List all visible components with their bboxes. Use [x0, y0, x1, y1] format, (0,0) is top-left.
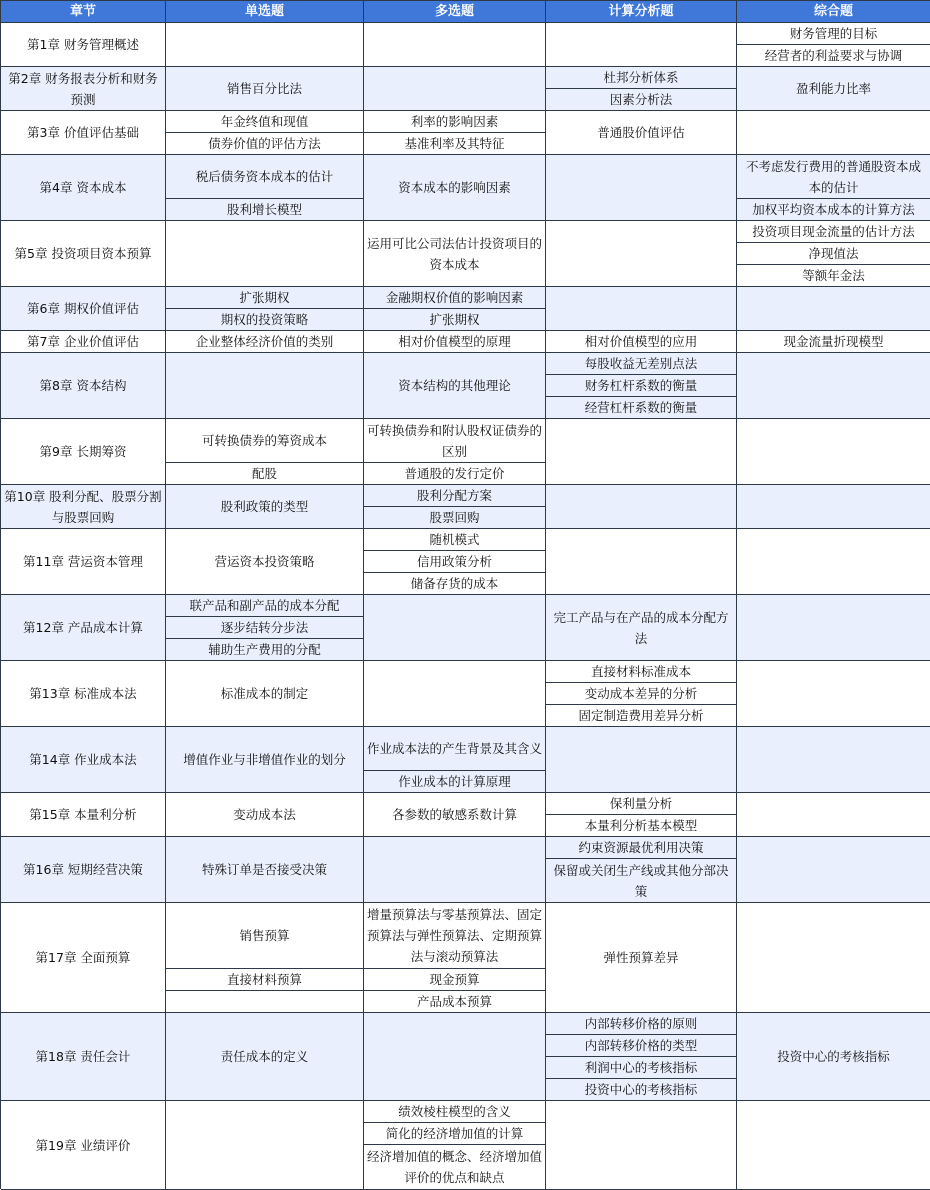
calculation-cell: 杜邦分析体系: [546, 67, 737, 89]
calculation-cell: [546, 23, 737, 67]
header-chapter: 章节: [1, 1, 166, 23]
calculation-cell: [546, 1101, 737, 1190]
comprehensive-cell: [737, 485, 930, 529]
calculation-cell: 经营杠杆系数的衡量: [546, 397, 737, 419]
calculation-cell: 普通股价值评估: [546, 111, 737, 155]
comprehensive-cell: [737, 793, 930, 837]
multiple-choice-cell: 基准利率及其特征: [364, 133, 546, 155]
header-comprehensive: 综合题: [737, 1, 930, 23]
comprehensive-cell: [737, 837, 930, 903]
multiple-choice-cell: [364, 661, 546, 727]
single-choice-cell: 股利政策的类型: [166, 485, 364, 529]
single-choice-cell: 营运资本投资策略: [166, 529, 364, 595]
chapter-cell: 第10章 股利分配、股票分割与股票回购: [1, 485, 166, 529]
calculation-cell: 固定制造费用差异分析: [546, 705, 737, 727]
calculation-cell: 变动成本差异的分析: [546, 683, 737, 705]
single-choice-cell: 直接材料预算: [166, 969, 364, 991]
calculation-cell: 每股收益无差别点法: [546, 353, 737, 375]
multiple-choice-cell: 资本成本的影响因素: [364, 155, 546, 221]
calculation-cell: [546, 727, 737, 793]
calculation-cell: [546, 485, 737, 529]
single-choice-cell: 责任成本的定义: [166, 1013, 364, 1101]
multiple-choice-cell: 普通股的发行定价: [364, 463, 546, 485]
single-choice-cell: 销售预算: [166, 903, 364, 969]
comprehensive-cell: [737, 287, 930, 331]
calculation-cell: 保留或关闭生产线或其他分部决策: [546, 859, 737, 903]
single-choice-cell: 辅助生产费用的分配: [166, 639, 364, 661]
calculation-cell: 弹性预算差异: [546, 903, 737, 1013]
header-calculation-analysis: 计算分析题: [546, 1, 737, 23]
calculation-cell: 约束资源最优利用决策: [546, 837, 737, 859]
calculation-cell: 利润中心的考核指标: [546, 1057, 737, 1079]
calculation-cell: 投资中心的考核指标: [546, 1079, 737, 1101]
calculation-cell: 财务杠杆系数的衡量: [546, 375, 737, 397]
chapter-cell: 第9章 长期筹资: [1, 419, 166, 485]
multiple-choice-cell: [364, 595, 546, 661]
calculation-cell: 内部转移价格的原则: [546, 1013, 737, 1035]
chapter-cell: 第6章 期权价值评估: [1, 287, 166, 331]
calculation-cell: [546, 529, 737, 595]
single-choice-cell: 债券价值的评估方法: [166, 133, 364, 155]
comprehensive-cell: [737, 529, 930, 595]
multiple-choice-cell: [364, 67, 546, 111]
single-choice-cell: 可转换债券的筹资成本: [166, 419, 364, 463]
comprehensive-cell: [737, 595, 930, 661]
multiple-choice-cell: 随机模式: [364, 529, 546, 551]
multiple-choice-cell: 扩张期权: [364, 309, 546, 331]
single-choice-cell: [166, 991, 364, 1013]
multiple-choice-cell: 现金预算: [364, 969, 546, 991]
multiple-choice-cell: 资本结构的其他理论: [364, 353, 546, 419]
calculation-cell: 相对价值模型的应用: [546, 331, 737, 353]
chapter-cell: 第19章 业绩评价: [1, 1101, 166, 1190]
multiple-choice-cell: 作业成本法的产生背景及其含义: [364, 727, 546, 771]
multiple-choice-cell: 利率的影响因素: [364, 111, 546, 133]
chapter-cell: 第5章 投资项目资本预算: [1, 221, 166, 287]
single-choice-cell: 增值作业与非增值作业的划分: [166, 727, 364, 793]
multiple-choice-cell: 经济增加值的概念、经济增加值评价的优点和缺点: [364, 1145, 546, 1190]
header-single-choice: 单选题: [166, 1, 364, 23]
chapter-cell: 第18章 责任会计: [1, 1013, 166, 1101]
chapter-cell: 第15章 本量利分析: [1, 793, 166, 837]
single-choice-cell: 逐步结转分步法: [166, 617, 364, 639]
calculation-cell: 本量利分析基本模型: [546, 815, 737, 837]
single-choice-cell: 企业整体经济价值的类别: [166, 331, 364, 353]
multiple-choice-cell: [364, 837, 546, 903]
comprehensive-cell: 投资项目现金流量的估计方法: [737, 221, 930, 243]
calculation-cell: 直接材料标准成本: [546, 661, 737, 683]
header-multiple-choice: 多选题: [364, 1, 546, 23]
multiple-choice-cell: 增量预算法与零基预算法、固定预算法与弹性预算法、定期预算法与滚动预算法: [364, 903, 546, 969]
multiple-choice-cell: 股利分配方案: [364, 485, 546, 507]
comprehensive-cell: 加权平均资本成本的计算方法: [737, 199, 930, 221]
multiple-choice-cell: 金融期权价值的影响因素: [364, 287, 546, 309]
multiple-choice-cell: 简化的经济增加值的计算: [364, 1123, 546, 1145]
comprehensive-cell: 盈利能力比率: [737, 67, 930, 111]
comprehensive-cell: [737, 661, 930, 727]
chapter-cell: 第17章 全面预算: [1, 903, 166, 1013]
single-choice-cell: 扩张期权: [166, 287, 364, 309]
single-choice-cell: 联产品和副产品的成本分配: [166, 595, 364, 617]
chapter-cell: 第16章 短期经营决策: [1, 837, 166, 903]
single-choice-cell: 变动成本法: [166, 793, 364, 837]
chapter-cell: 第14章 作业成本法: [1, 727, 166, 793]
multiple-choice-cell: 运用可比公司法估计投资项目的资本成本: [364, 221, 546, 287]
calculation-cell: 保利量分析: [546, 793, 737, 815]
comprehensive-cell: [737, 903, 930, 1013]
comprehensive-cell: 净现值法: [737, 243, 930, 265]
single-choice-cell: 期权的投资策略: [166, 309, 364, 331]
single-choice-cell: 销售百分比法: [166, 67, 364, 111]
chapter-cell: 第12章 产品成本计算: [1, 595, 166, 661]
comprehensive-cell: [737, 111, 930, 155]
comprehensive-cell: [737, 1101, 930, 1190]
comprehensive-cell: 等额年金法: [737, 265, 930, 287]
comprehensive-cell: 经营者的利益要求与协调: [737, 45, 930, 67]
comprehensive-cell: [737, 727, 930, 793]
single-choice-cell: 配股: [166, 463, 364, 485]
single-choice-cell: 特殊订单是否接受决策: [166, 837, 364, 903]
multiple-choice-cell: 股票回购: [364, 507, 546, 529]
multiple-choice-cell: 作业成本的计算原理: [364, 771, 546, 793]
comprehensive-cell: [737, 353, 930, 419]
single-choice-cell: 股利增长模型: [166, 199, 364, 221]
multiple-choice-cell: 相对价值模型的原理: [364, 331, 546, 353]
calculation-cell: [546, 287, 737, 331]
single-choice-cell: [166, 221, 364, 287]
multiple-choice-cell: 可转换债券和附认股权证债券的区别: [364, 419, 546, 463]
calculation-cell: [546, 419, 737, 485]
calculation-cell: 完工产品与在产品的成本分配方法: [546, 595, 737, 661]
chapter-cell: 第7章 企业价值评估: [1, 331, 166, 353]
comprehensive-cell: 投资中心的考核指标: [737, 1013, 930, 1101]
chapter-cell: 第11章 营运资本管理: [1, 529, 166, 595]
chapter-cell: 第2章 财务报表分析和财务预测: [1, 67, 166, 111]
calculation-cell: [546, 155, 737, 221]
multiple-choice-cell: 产品成本预算: [364, 991, 546, 1013]
single-choice-cell: 标准成本的制定: [166, 661, 364, 727]
multiple-choice-cell: 储备存货的成本: [364, 573, 546, 595]
comprehensive-cell: 现金流量折现模型: [737, 331, 930, 353]
single-choice-cell: 年金终值和现值: [166, 111, 364, 133]
comprehensive-cell: [737, 419, 930, 485]
chapter-cell: 第4章 资本成本: [1, 155, 166, 221]
comprehensive-cell: 财务管理的目标: [737, 23, 930, 45]
multiple-choice-cell: 信用政策分析: [364, 551, 546, 573]
single-choice-cell: [166, 23, 364, 67]
comprehensive-cell: 不考虑发行费用的普通股资本成本的估计: [737, 155, 930, 199]
multiple-choice-cell: [364, 1013, 546, 1101]
calculation-cell: 因素分析法: [546, 89, 737, 111]
multiple-choice-cell: 绩效棱柱模型的含义: [364, 1101, 546, 1123]
calculation-cell: 内部转移价格的类型: [546, 1035, 737, 1057]
multiple-choice-cell: 各参数的敏感系数计算: [364, 793, 546, 837]
single-choice-cell: 税后债务资本成本的估计: [166, 155, 364, 199]
calculation-cell: [546, 221, 737, 287]
chapter-cell: 第3章 价值评估基础: [1, 111, 166, 155]
chapter-cell: 第1章 财务管理概述: [1, 23, 166, 67]
single-choice-cell: [166, 353, 364, 419]
chapter-cell: 第13章 标准成本法: [1, 661, 166, 727]
multiple-choice-cell: [364, 23, 546, 67]
single-choice-cell: [166, 1101, 364, 1190]
chapter-cell: 第8章 资本结构: [1, 353, 166, 419]
